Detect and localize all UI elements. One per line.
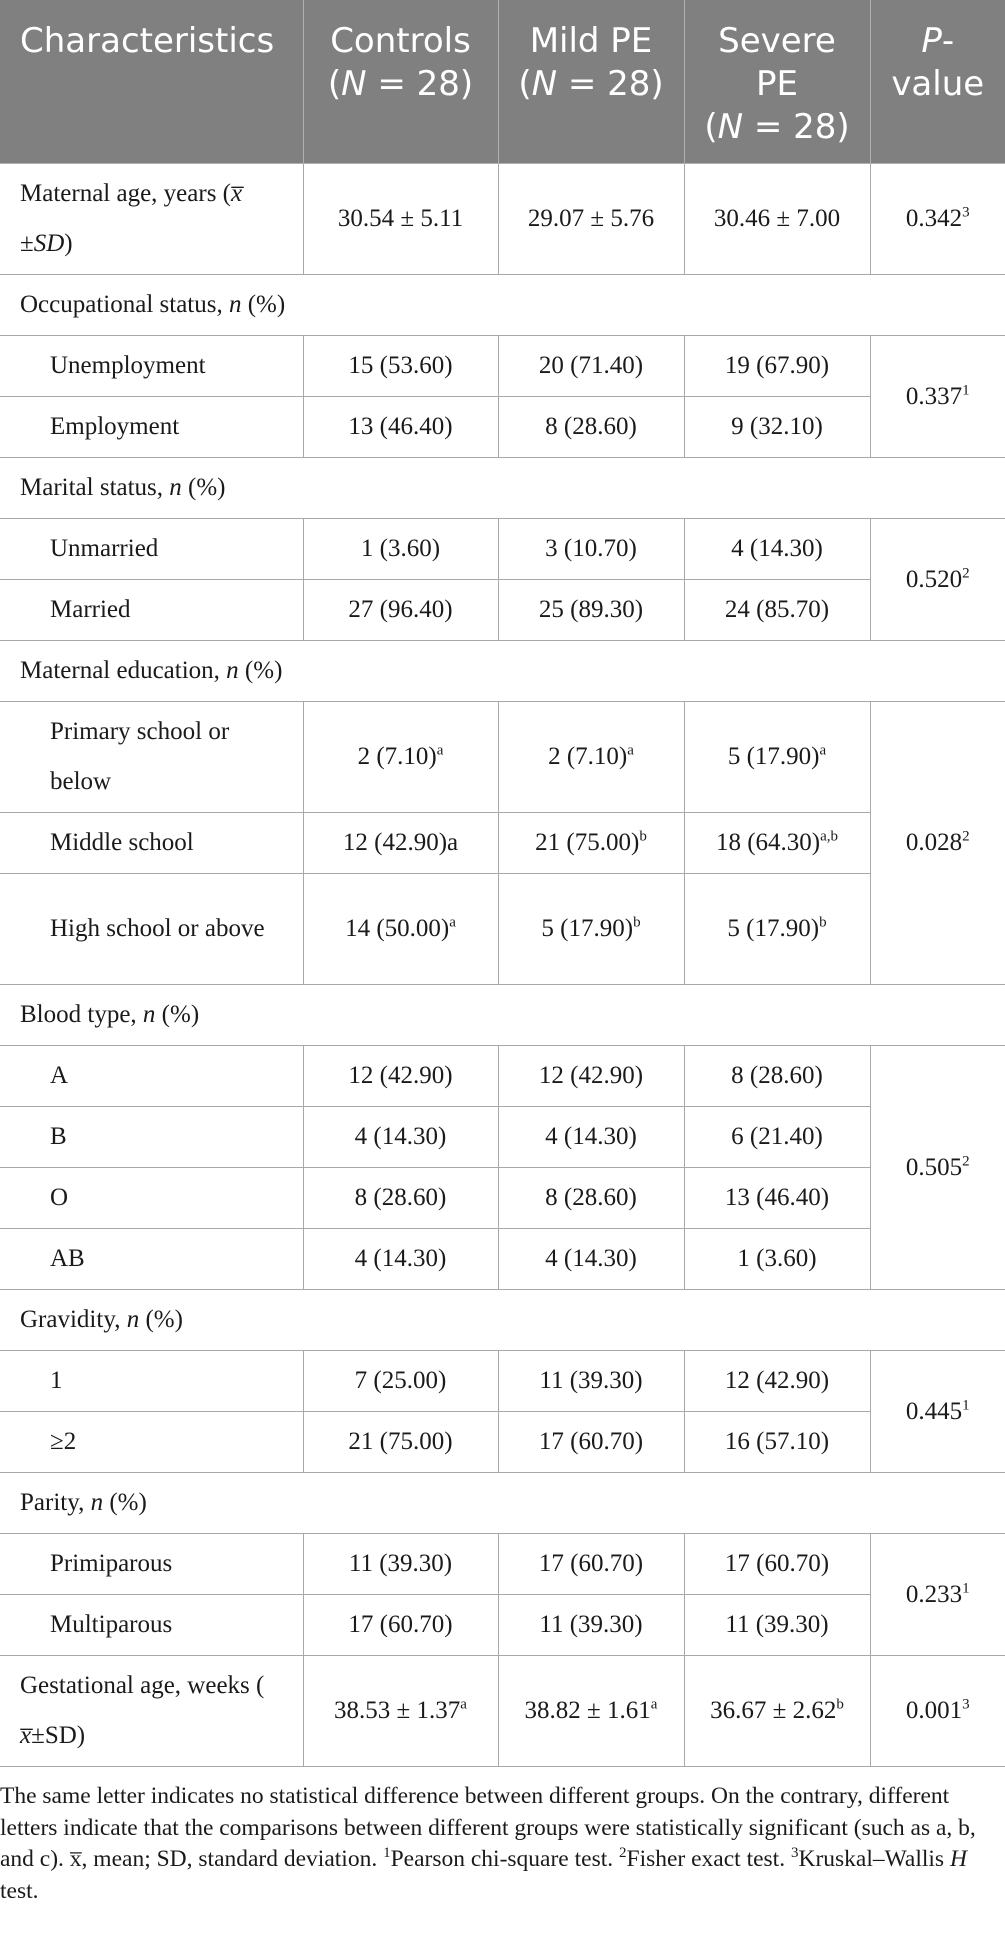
section-label: Marital status, n (%) — [0, 458, 1005, 519]
table-row — [0, 874, 1005, 985]
cell-p-value: 0.520$^2$ — [870, 519, 1005, 641]
section-label: Maternal education, n (%) — [0, 641, 1005, 702]
cell-value: 4 (14.30) — [498, 1107, 684, 1168]
cell-p-value: 0.001$^3$ — [870, 1656, 1005, 1767]
table-row — [0, 1351, 1005, 1412]
cell-value: 17 (60.70) — [498, 1534, 684, 1595]
cell-value: 7 (25.00) — [303, 1351, 498, 1412]
section-label: Gravidity, n (%) — [0, 1290, 1005, 1351]
cell-value: 30.46 ± 7.00 — [684, 164, 870, 275]
cell-value: 12 (42.90) — [303, 1046, 498, 1107]
cell-value: 9 (32.10) — [684, 397, 870, 458]
cell-value: 17 (60.70) — [498, 1412, 684, 1473]
cell-value: 12 (42.90) — [498, 1046, 684, 1107]
cell-value: 25 (89.30) — [498, 580, 684, 641]
cell-value: 11 (39.30) — [684, 1595, 870, 1656]
cell-p-value: 0.445$^1$ — [870, 1351, 1005, 1473]
footnote-text: The same letter indicates no statistical difference between different groups. On the contrary, different letters indicate that the comparisons between different groups were statistically significant (such as a, b, and c). x̅, mean; SD, standard deviation. $^1$Pearson chi-square test. $^2$Fisher exact test. $^3$Kruskal–Wallis H test. — [0, 1783, 976, 1904]
table-row — [0, 1412, 1005, 1473]
row-label: Married — [0, 580, 303, 641]
cell-value: 21 $(75.00)^b$ — [498, 813, 684, 874]
cell-value: 8 (28.60) — [498, 1168, 684, 1229]
table-row — [0, 580, 1005, 641]
cell-value: 27 (96.40) — [303, 580, 498, 641]
cell-p-value: 0.337$^1$ — [870, 336, 1005, 458]
cell-value: 16 (57.10) — [684, 1412, 870, 1473]
section-label: Parity, n (%) — [0, 1473, 1005, 1534]
table-row — [0, 1595, 1005, 1656]
table-row — [0, 397, 1005, 458]
cell-value: 8 (28.60) — [303, 1168, 498, 1229]
row-label: 1 — [0, 1351, 303, 1412]
row-label: Multiparous — [0, 1595, 303, 1656]
header-p-value: P- value — [870, 0, 1005, 164]
section-maternal-education — [0, 641, 1005, 702]
table-row — [0, 336, 1005, 397]
cell-value: 38.53 ± 1.37$^a$ — [303, 1656, 498, 1767]
section-parity — [0, 1473, 1005, 1534]
row-label: Middle school — [0, 813, 303, 874]
cell-value: 12 (42.90)a — [303, 813, 498, 874]
cell-value: 1 (3.60) — [303, 519, 498, 580]
row-label: O — [0, 1168, 303, 1229]
row-label: Primary school or below — [0, 702, 303, 813]
cell-value: 13 (46.40) — [303, 397, 498, 458]
cell-value: 24 (85.70) — [684, 580, 870, 641]
section-marital-status — [0, 458, 1005, 519]
table-row — [0, 1229, 1005, 1290]
row-label: ≥2 — [0, 1412, 303, 1473]
table-row — [0, 1107, 1005, 1168]
section-occupational-status — [0, 275, 1005, 336]
cell-value: 18 $(64.30)^{a,b}$ — [684, 813, 870, 874]
cell-value: 6 (21.40) — [684, 1107, 870, 1168]
row-gestational-age — [0, 1656, 1005, 1767]
section-blood-type — [0, 985, 1005, 1046]
row-label: Unemployment — [0, 336, 303, 397]
row-label: A — [0, 1046, 303, 1107]
cell-value: 4 (14.30) — [684, 519, 870, 580]
cell-value: 4 (14.30) — [498, 1229, 684, 1290]
table-row — [0, 702, 1005, 813]
cell-p-value: 0.233$^1$ — [870, 1534, 1005, 1656]
row-label: B — [0, 1107, 303, 1168]
cell-value: 13 (46.40) — [684, 1168, 870, 1229]
cell-value: 19 (67.90) — [684, 336, 870, 397]
header-row — [0, 0, 1005, 164]
cell-value: 1 (3.60) — [684, 1229, 870, 1290]
cell-value: 4 (14.30) — [303, 1107, 498, 1168]
section-label: Blood type, n (%) — [0, 985, 1005, 1046]
row-label: AB — [0, 1229, 303, 1290]
label-gestational-age: Gestational age, weeks ( x̅±SD) — [0, 1656, 303, 1767]
row-label: High school or above — [0, 874, 303, 985]
cell-value: 21 (75.00) — [303, 1412, 498, 1473]
table-row — [0, 1046, 1005, 1107]
cell-value: 5 $(17.90)^a$ — [684, 702, 870, 813]
cell-value: 12 (42.90) — [684, 1351, 870, 1412]
header-controls: Controls (N = 28) — [303, 0, 498, 164]
row-maternal-age — [0, 164, 1005, 275]
cell-p-value: 0.505$^2$ — [870, 1046, 1005, 1290]
cell-value: 17 (60.70) — [303, 1595, 498, 1656]
table-footnote — [0, 1767, 1005, 1907]
cell-value: 20 (71.40) — [498, 336, 684, 397]
table-row — [0, 519, 1005, 580]
cell-p-value: 0.342$^3$ — [870, 164, 1005, 275]
cell-value: 11 (39.30) — [498, 1351, 684, 1412]
cell-value: 36.67 ± 2.62$^b$ — [684, 1656, 870, 1767]
section-label: Occupational status, n (%) — [0, 275, 1005, 336]
cell-p-value: 0.028$^2$ — [870, 702, 1005, 985]
label-maternal-age: Maternal age, years (x̅ ±SD) — [0, 164, 303, 275]
row-label: Employment — [0, 397, 303, 458]
table-row — [0, 1168, 1005, 1229]
cell-value: 4 (14.30) — [303, 1229, 498, 1290]
cell-value: 2 $(7.10)^a$ — [303, 702, 498, 813]
cell-value: 2 $(7.10)^a$ — [498, 702, 684, 813]
cell-value: 29.07 ± 5.76 — [498, 164, 684, 275]
cell-value: 30.54 ± 5.11 — [303, 164, 498, 275]
section-gravidity — [0, 1290, 1005, 1351]
cell-value: 8 (28.60) — [684, 1046, 870, 1107]
cell-value: 11 (39.30) — [303, 1534, 498, 1595]
cell-value: 38.82 ± 1.61$^a$ — [498, 1656, 684, 1767]
header-mild-pe: Mild PE (N = 28) — [498, 0, 684, 164]
header-severe-pe: Severe PE (N = 28) — [684, 0, 870, 164]
table-row — [0, 813, 1005, 874]
header-characteristics: Characteristics — [0, 0, 303, 164]
table-row — [0, 1534, 1005, 1595]
cell-value: 15 (53.60) — [303, 336, 498, 397]
cell-value: 5 $(17.90)^b$ — [498, 874, 684, 985]
cell-value: 11 (39.30) — [498, 1595, 684, 1656]
cell-value: 17 (60.70) — [684, 1534, 870, 1595]
cell-value: 8 (28.60) — [498, 397, 684, 458]
cell-value: 3 (10.70) — [498, 519, 684, 580]
row-label: Unmarried — [0, 519, 303, 580]
cell-value: 5 $(17.90)^b$ — [684, 874, 870, 985]
cell-value: 14 $(50.00)^a$ — [303, 874, 498, 985]
row-label: Primiparous — [0, 1534, 303, 1595]
